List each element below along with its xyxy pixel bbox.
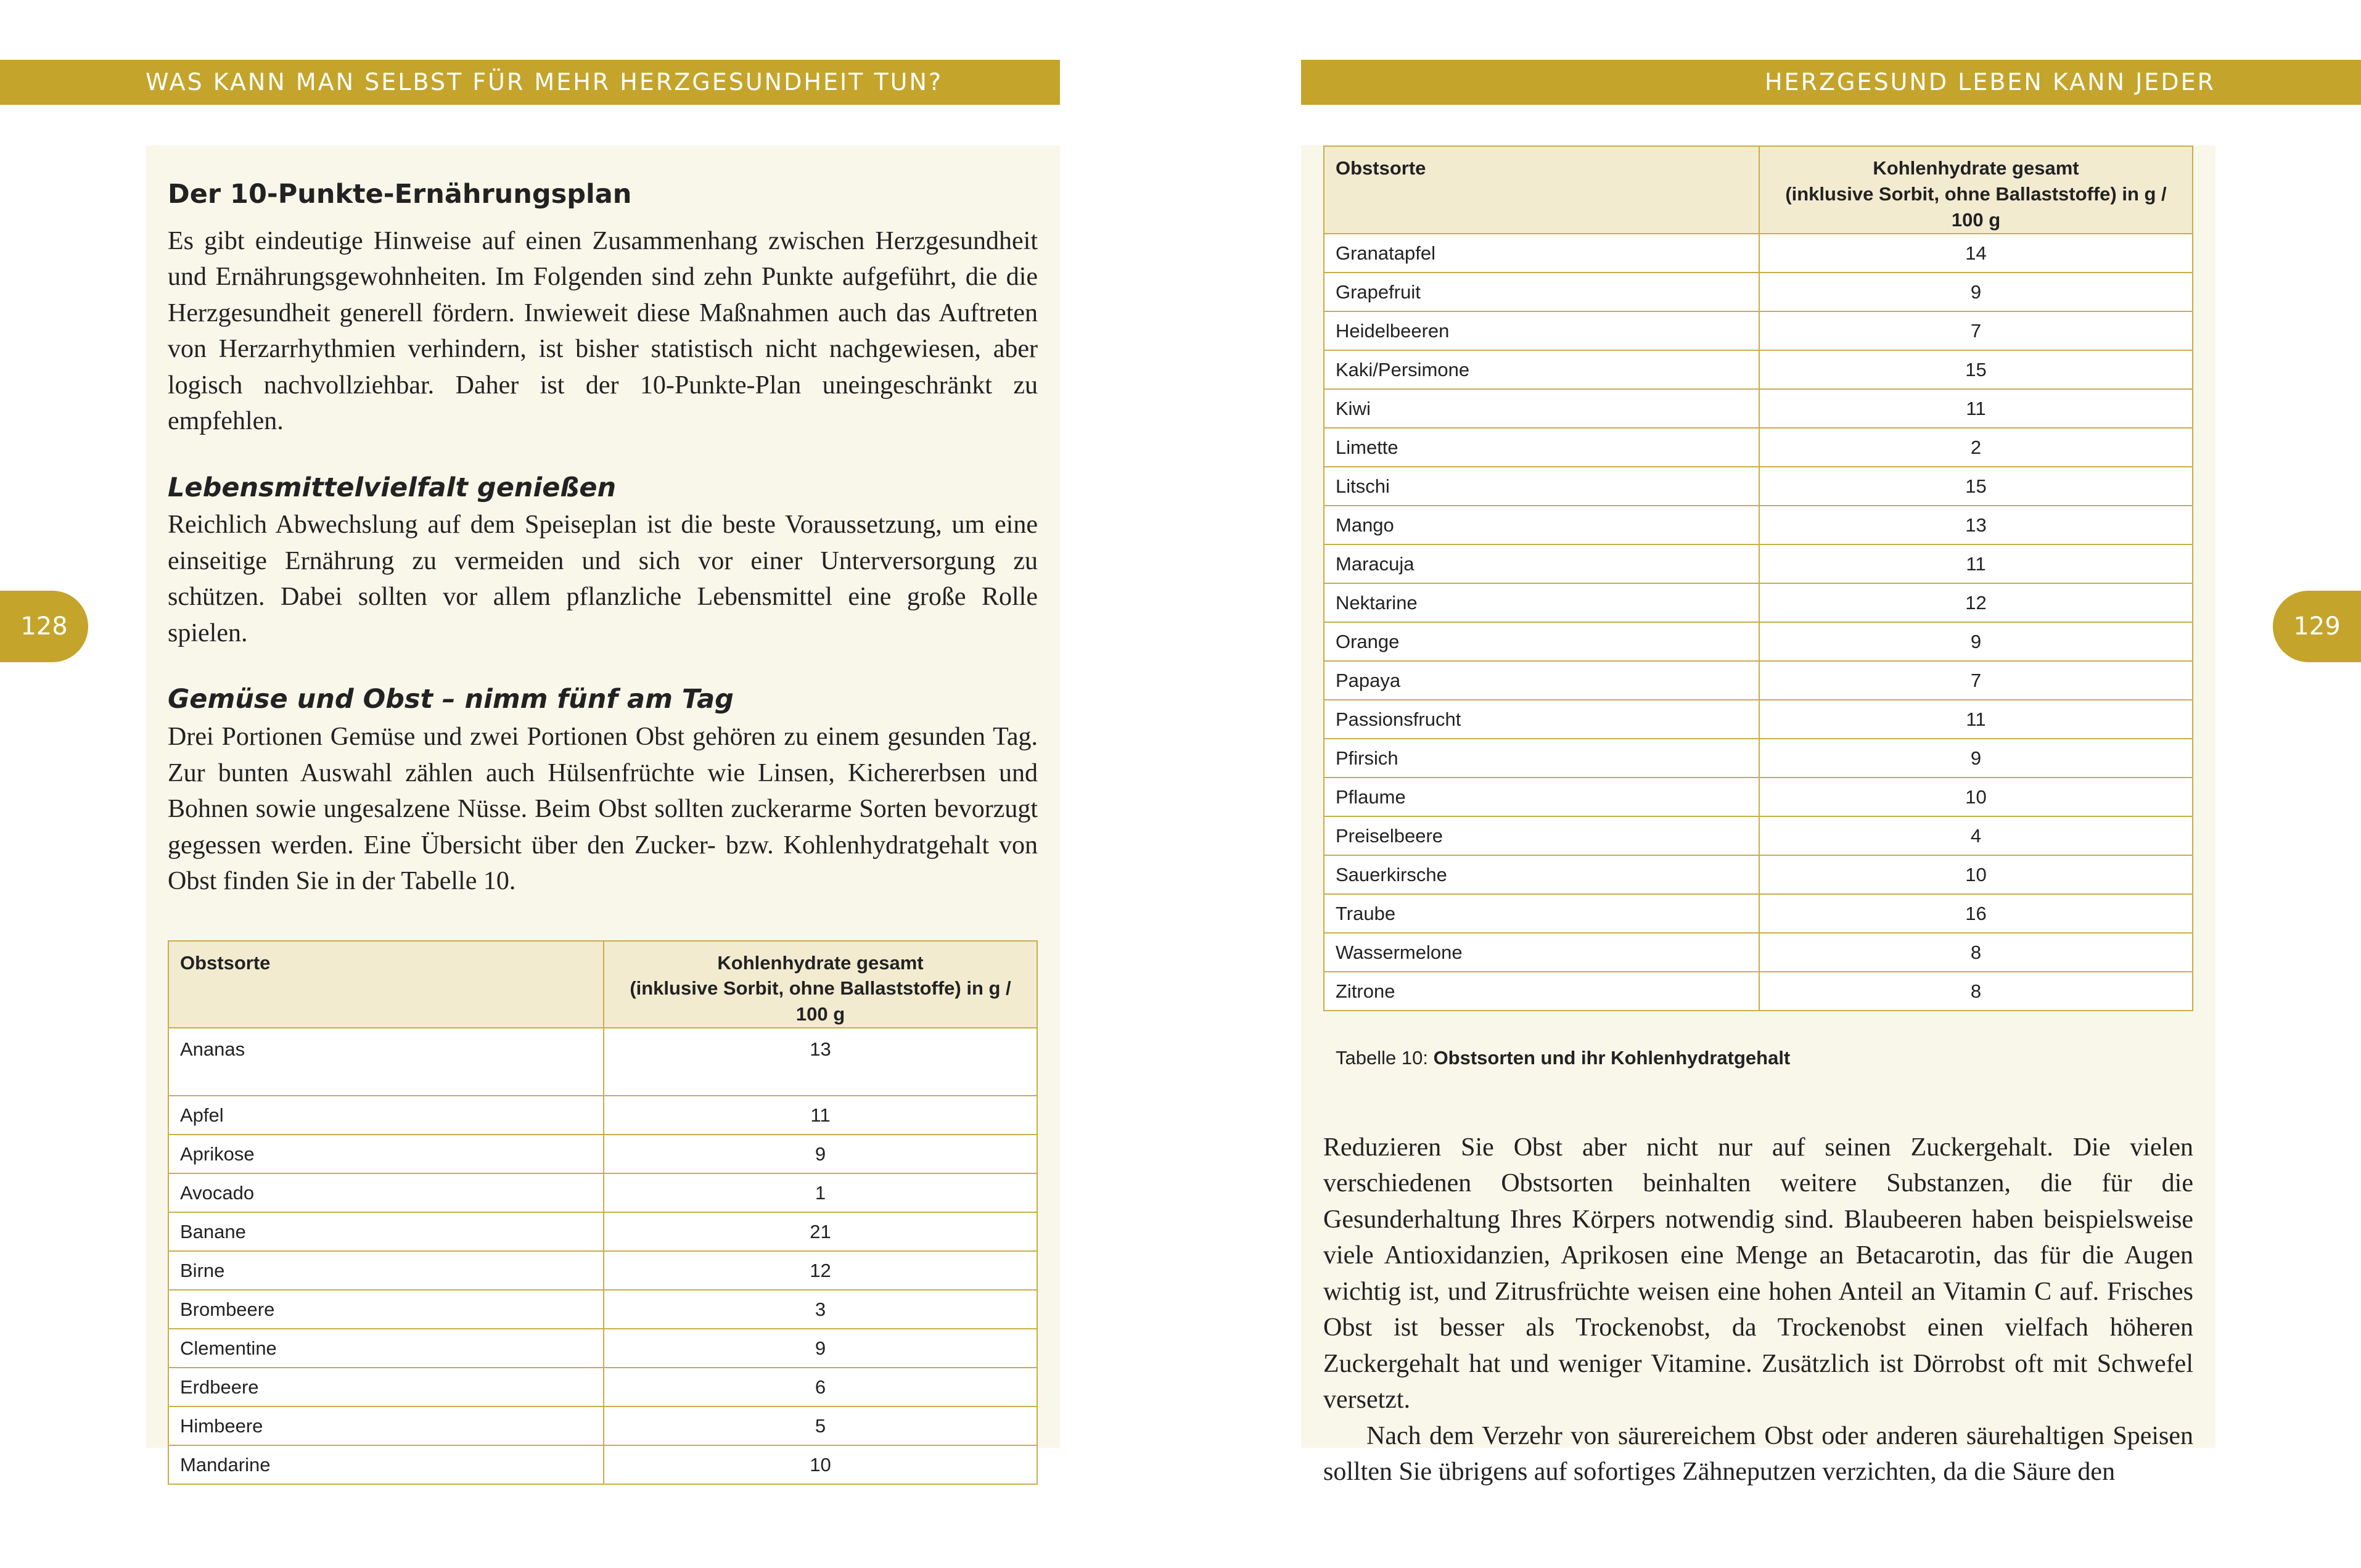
fruit-name: Mandarine — [168, 1445, 604, 1484]
table-row — [1324, 700, 2193, 739]
table-row — [168, 1135, 1037, 1173]
carb-value: 9 — [604, 1135, 1037, 1173]
carb-value: 1 — [604, 1173, 1037, 1212]
carb-value: 7 — [1759, 661, 2193, 700]
table-header-row — [1324, 146, 2193, 234]
intro-paragraph: Es gibt eindeutige Hinweise auf einen Zusammenhang zwischen Herzgesundheit und Ernährungsgewohnheiten. Im Folgenden sind zehn Punkte aufgeführt, die die Herzgesundheit generell fördern. Inwieweit diese Maßnahmen auch das Auftreten von Herzarrhythmien verhindern, ist bisher statistisch nicht nachgewiesen, aber logisch nachvollziehbar. Daher ist der 10-Punkte-Plan uneingeschränkt zu empfehlen. — [168, 226, 1038, 436]
carb-value: 21 — [604, 1212, 1037, 1251]
table-row — [168, 1445, 1037, 1484]
carb-value: 5 — [604, 1406, 1037, 1445]
fruit-name: Limette — [1324, 428, 1759, 467]
table-header-row — [168, 941, 1037, 1028]
table-row — [1324, 661, 2193, 700]
left-page-panel — [146, 146, 1060, 1476]
column-header-line2: (inklusive Sorbit, ohne Ballaststoffe) in g / 100 g — [1785, 183, 2167, 231]
fruit-name: Mango — [1324, 506, 1759, 544]
column-header-kohlenhydrate — [604, 941, 1037, 1028]
fruit-name: Kaki/Persimone — [1324, 350, 1759, 389]
paragraph-lebensmittelvielfalt: Reichlich Abwechslung auf dem Speiseplan ist die beste Voraussetzung, um eine einseitige Ernährung zu vermeiden und sich vor einer Unterversorgung zu schützen. Dabei sollten vor allem pflanzliche Lebensmittel eine große Rolle spielen. — [168, 511, 1038, 647]
table-row — [168, 1368, 1037, 1406]
carb-value: 9 — [1759, 273, 2193, 311]
table-row — [1324, 389, 2193, 428]
carb-value: 8 — [1759, 933, 2193, 972]
carb-value: 10 — [1759, 778, 2193, 816]
table-row — [1324, 544, 2193, 583]
fruit-name: Litschi — [1324, 467, 1759, 506]
section-heading: Der 10-Punkte-Ernährungsplan — [168, 179, 632, 210]
running-header-right: HERZGESUND LEBEN KANN JEDER — [1301, 60, 2361, 105]
fruit-name: Brombeere — [168, 1290, 604, 1329]
fruit-name: Banane — [168, 1212, 604, 1251]
running-header-left: WAS KANN MAN SELBST FÜR MEHR HERZGESUNDHEIT TUN? — [0, 60, 1060, 105]
carb-value: 11 — [1759, 700, 2193, 739]
carb-value: 16 — [1759, 894, 2193, 933]
table-row — [168, 1290, 1037, 1329]
table-row — [168, 1212, 1037, 1251]
table-row — [1324, 583, 2193, 622]
fruit-name: Traube — [1324, 894, 1759, 933]
fruit-carb-table-left — [168, 940, 1038, 1485]
paragraph-saeure: Nach dem Verzehr von säurereichem Obst oder anderen säurehaltigen Speisen sollten Sie übrigens auf sofortiges Zähneputzen verzichten, da die Säure den — [1323, 1421, 2193, 1487]
carb-value: 11 — [1759, 544, 2193, 583]
column-header-line2: (inklusive Sorbit, ohne Ballaststoffe) in g / 100 g — [630, 977, 1011, 1025]
fruit-name: Sauerkirsche — [1324, 855, 1759, 894]
carb-value: 9 — [604, 1329, 1037, 1368]
fruit-name: Erdbeere — [168, 1368, 604, 1406]
carb-value: 3 — [604, 1290, 1037, 1329]
fruit-name: Apfel — [168, 1096, 604, 1135]
table-row — [1324, 467, 2193, 506]
table-row — [168, 1096, 1037, 1135]
table-row — [1324, 894, 2193, 933]
fruit-name: Papaya — [1324, 661, 1759, 700]
column-header-kohlenhydrate — [1759, 146, 2193, 234]
fruit-name: Pflaume — [1324, 778, 1759, 816]
right-page-panel — [1301, 146, 2215, 1487]
table-row — [168, 1329, 1037, 1368]
paragraph-obst-zucker: Reduzieren Sie Obst aber nicht nur auf seinen Zuckergehalt. Die vielen verschiedenen Obstsorten beinhalten weitere Substanzen, die für die Gesunderhaltung Ihres Körpers notwendig sind. Blaubeeren haben beispielsweise viele Antioxidanzien, Aprikosen eine Menge an Betacarotin, das für die Augen wichtig ist, und Zitrusfrüchte weisen eine hohen Anteil an Vitamin C auf. Frisches Obst ist besser als Trockenobst, da Trockenobst einen vielfach höheren Zuckergehalt hat und weniger Vitamine. Zusätzlich ist Dörrobst oft mit Schwefel versetzt. — [1323, 1133, 2193, 1414]
column-header-line1: Kohlenhydrate gesamt — [717, 951, 924, 974]
table-row — [1324, 506, 2193, 544]
carb-value: 6 — [604, 1368, 1037, 1406]
carb-value: 15 — [1759, 467, 2193, 506]
table-row — [168, 1251, 1037, 1290]
fruit-name: Maracuja — [1324, 544, 1759, 583]
fruit-name: Ananas — [168, 1028, 604, 1096]
column-header-line1: Kohlenhydrate gesamt — [1873, 157, 2079, 179]
caption-title: Obstsorten und ihr Kohlenhydratgehalt — [1433, 1046, 1791, 1069]
table-row — [1324, 972, 2193, 1011]
carb-value: 9 — [1759, 739, 2193, 778]
table-row — [1324, 350, 2193, 389]
column-header-obstsorte: Obstsorte — [168, 941, 604, 1028]
table-row — [1324, 622, 2193, 661]
table-row — [1324, 428, 2193, 467]
table-row — [168, 1028, 1037, 1096]
carb-value: 15 — [1759, 350, 2193, 389]
carb-value: 11 — [604, 1096, 1037, 1135]
fruit-name: Zitrone — [1324, 972, 1759, 1011]
fruit-name: Wassermelone — [1324, 933, 1759, 972]
fruit-name: Granatapfel — [1324, 234, 1759, 273]
carb-value: 13 — [1759, 506, 2193, 544]
table-row — [168, 1406, 1037, 1445]
table-row — [1324, 234, 2193, 273]
fruit-name: Birne — [168, 1251, 604, 1290]
carb-value: 7 — [1759, 311, 2193, 350]
carb-value: 4 — [1759, 816, 2193, 855]
table-row — [1324, 311, 2193, 350]
page-number-right: 129 — [2273, 591, 2361, 662]
carb-value: 8 — [1759, 972, 2193, 1011]
table-row — [1324, 855, 2193, 894]
carb-value: 10 — [1759, 855, 2193, 894]
table-row — [1324, 933, 2193, 972]
fruit-carb-table-right — [1323, 146, 2193, 1011]
table-row — [1324, 778, 2193, 816]
column-header-obstsorte: Obstsorte — [1324, 146, 1759, 234]
carb-value: 12 — [1759, 583, 2193, 622]
fruit-name: Orange — [1324, 622, 1759, 661]
fruit-name: Nektarine — [1324, 583, 1759, 622]
paragraph-gemuese-obst: Drei Portionen Gemüse und zwei Portionen Obst gehören zu einem gesunden Tag. Zur bunten Auswahl zählen auch Hülsenfrüchte wie Linsen, Kichererbsen und Bohnen sowie ungesalzene Nüsse. Beim Obst sollten zuckerarme Sorten bevorzugt gegessen werden. Eine Übersicht über den Zucker- bzw. Kohlenhydratgehalt von Obst finden Sie in der Tabelle 10. — [168, 723, 1038, 896]
fruit-name: Grapefruit — [1324, 273, 1759, 311]
fruit-name: Kiwi — [1324, 389, 1759, 428]
carb-value: 13 — [604, 1028, 1037, 1096]
table-caption — [1336, 1047, 2193, 1069]
fruit-name: Pfirsich — [1324, 739, 1759, 778]
carb-value: 11 — [1759, 389, 2193, 428]
carb-value: 12 — [604, 1251, 1037, 1290]
fruit-name: Heidelbeeren — [1324, 311, 1759, 350]
subheading-lebensmittelvielfalt: Lebensmittelvielfalt genießen — [168, 472, 617, 503]
table-row — [168, 1173, 1037, 1212]
fruit-name: Clementine — [168, 1329, 604, 1368]
carb-value: 2 — [1759, 428, 2193, 467]
fruit-name: Himbeere — [168, 1406, 604, 1445]
page-number-left: 128 — [0, 591, 88, 662]
carb-value: 10 — [604, 1445, 1037, 1484]
table-row — [1324, 273, 2193, 311]
fruit-name: Preiselbeere — [1324, 816, 1759, 855]
subheading-gemuese-obst: Gemüse und Obst – nimm fünf am Tag — [168, 684, 734, 715]
fruit-name: Avocado — [168, 1173, 604, 1212]
caption-prefix: Tabelle 10: — [1336, 1046, 1434, 1069]
table-row — [1324, 816, 2193, 855]
fruit-name: Passionsfrucht — [1324, 700, 1759, 739]
fruit-name: Aprikose — [168, 1135, 604, 1173]
carb-value: 9 — [1759, 622, 2193, 661]
table-row — [1324, 739, 2193, 778]
carb-value: 14 — [1759, 234, 2193, 273]
